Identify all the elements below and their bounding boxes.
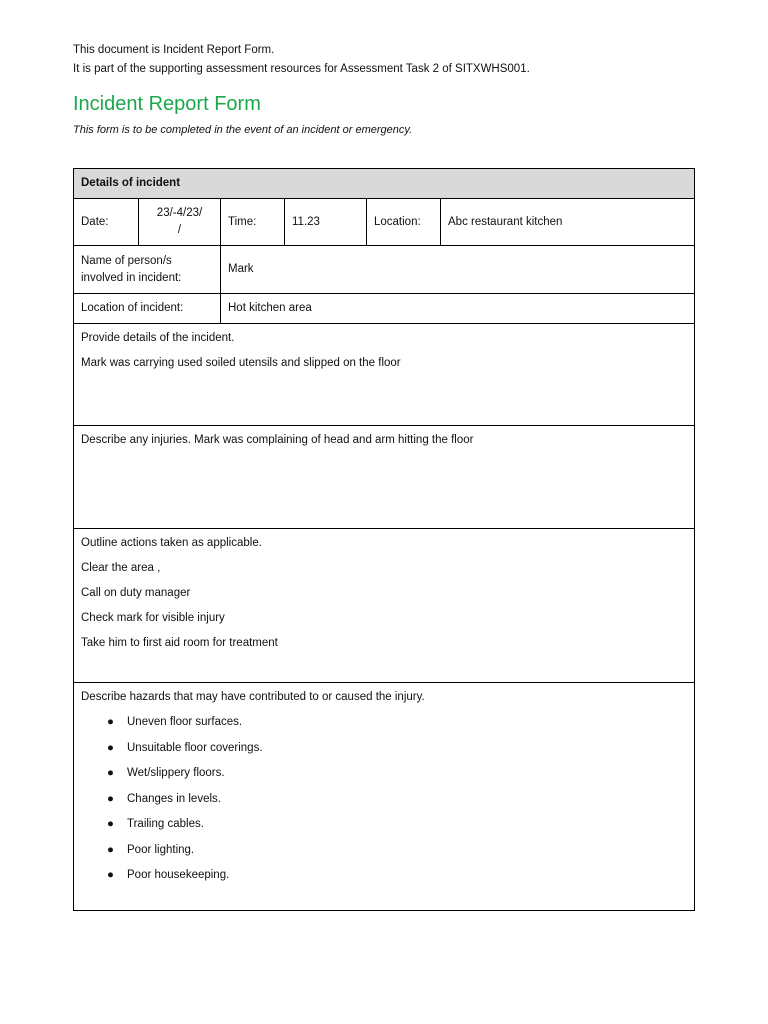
person-involved-row	[74, 246, 694, 294]
hazard-text: Poor lighting.	[127, 843, 195, 856]
injuries-block[interactable]	[74, 426, 694, 529]
hazards-block[interactable]	[74, 683, 694, 910]
form-header: Details of incident	[81, 177, 181, 189]
action-item: Call on duty manager	[81, 587, 191, 599]
hazard-item	[81, 765, 687, 782]
hazards-list	[81, 714, 687, 884]
time-label: Time:	[220, 199, 284, 245]
date-label: Date:	[81, 215, 109, 228]
action-item: Take him to first aid room for treatment	[81, 637, 278, 649]
incident-location-value[interactable]: Hot kitchen area	[220, 294, 694, 323]
actions-block[interactable]	[74, 529, 694, 683]
bullet-icon: ●	[107, 869, 114, 881]
bullet-icon: ●	[107, 792, 114, 805]
bullet-icon: ●	[107, 843, 114, 856]
form-header-row	[74, 169, 694, 199]
hazard-text: Trailing cables.	[127, 818, 204, 830]
intro-line-2: It is part of the supporting assessment resources for Assessment Task 2 of SITXWHS001.	[73, 63, 530, 75]
hazard-text: Unsuitable floor coverings.	[127, 741, 263, 754]
actions-prompt: Outline actions taken as applicable.	[81, 537, 262, 549]
hazard-item	[81, 867, 687, 884]
hazard-text: Changes in levels.	[127, 792, 221, 805]
page-title: Incident Report Form	[73, 93, 261, 115]
details-text: Mark was carrying used soiled utensils and slipped on the floor	[81, 357, 401, 369]
time-value[interactable]: 11.23	[284, 199, 366, 245]
person-involved-value[interactable]: Mark	[220, 246, 694, 293]
bullet-icon: ●	[107, 818, 114, 830]
bullet-icon: ●	[107, 741, 114, 754]
details-prompt: Provide details of the incident.	[81, 332, 235, 344]
hazard-text: Poor housekeeping.	[127, 869, 230, 881]
date-value[interactable]: 23/-4/23/ /	[138, 199, 220, 245]
location-label: Location:	[366, 199, 440, 245]
person-involved-label: Name of person/s involved in incident:	[81, 254, 182, 284]
incident-form-table	[73, 168, 695, 911]
location-value[interactable]: Abc restaurant kitchen	[440, 199, 694, 245]
hazard-text: Wet/slippery floors.	[127, 767, 225, 779]
intro-line-1: This document is Incident Report Form.	[73, 44, 275, 56]
hazard-item	[81, 842, 687, 859]
action-item: Check mark for visible injury	[81, 612, 225, 624]
hazard-item	[81, 740, 687, 757]
date-time-location-row	[74, 199, 694, 246]
hazard-text: Uneven floor surfaces.	[127, 716, 243, 728]
hazard-item	[81, 816, 687, 833]
document-intro	[73, 41, 530, 79]
bullet-icon: ●	[107, 767, 114, 779]
action-item: Clear the area ,	[81, 562, 161, 574]
hazards-prompt: Describe hazards that may have contributed to or caused the injury.	[81, 691, 425, 703]
injuries-text: Describe any injuries. Mark was complaining of head and arm hitting the floor	[81, 434, 474, 446]
hazard-item	[81, 791, 687, 808]
incident-location-label: Location of incident:	[81, 302, 184, 314]
bullet-icon: ●	[107, 716, 114, 728]
page-subtitle: This form is to be completed in the event of an incident or emergency.	[73, 124, 413, 136]
incident-location-row	[74, 294, 694, 324]
incident-details-block[interactable]	[74, 324, 694, 426]
hazard-item	[81, 714, 687, 731]
